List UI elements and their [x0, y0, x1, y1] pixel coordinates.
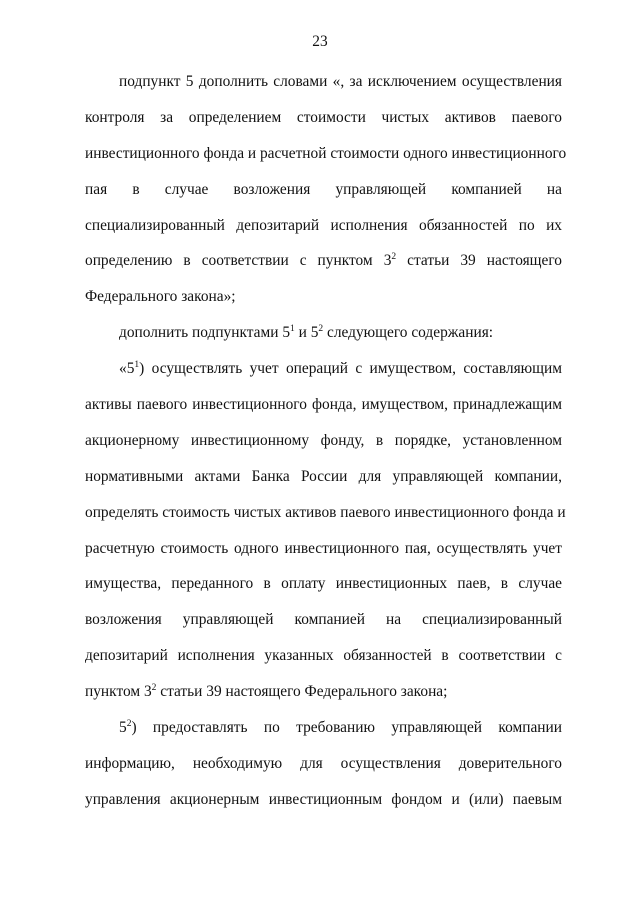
text-line: имущества, переданного в оплату инвестиционных паев, в случае [85, 575, 562, 593]
text-line [85, 243, 562, 279]
text-line: управления акционерным инвестиционным фондом и (или) паевым [85, 790, 562, 808]
superscript: 2 [318, 324, 324, 335]
superscript: 1 [290, 324, 295, 335]
text-line: подпункт 5 дополнить словами «, за исключением осуществления [119, 73, 562, 90]
text-line: информацию, необходимую для осуществления доверительного [85, 754, 562, 772]
text-line: возложения управляющей компанией на специализированный [85, 611, 562, 629]
text-line [85, 315, 562, 351]
text-fragment: и 5 [294, 324, 319, 342]
page-number: 23 [312, 33, 328, 50]
superscript: 1 [134, 360, 140, 371]
text-line [85, 351, 562, 387]
text-fragment: статьи 39 настоящего [396, 252, 562, 270]
text-fragment: ) осуществлять учет операций с имуществом, составляющим [139, 360, 562, 378]
text-line: пая в случае возложения управляющей компанией на [85, 180, 562, 198]
text-fragment: статьи 39 настоящего Федерального закона; [156, 683, 448, 701]
text-fragment: следующего содержания: [323, 324, 494, 342]
text-fragment: пунктом 3 [85, 683, 152, 701]
text-fragment: определению в соответствии с пунктом 3 [85, 252, 392, 270]
text-fragment: 5 [119, 719, 127, 737]
superscript: 2 [126, 719, 132, 730]
text-line [85, 710, 562, 746]
text-line: депозитарий исполнения указанных обязанностей в соответствии с [85, 647, 562, 665]
text-line: инвестиционного фонда и расчетной стоимости одного инвестиционного [85, 144, 567, 162]
text-line: акционерному инвестиционному фонду, в порядке, установленном [85, 431, 562, 449]
text-fragment: ) предоставлять по требованию управляющей компании [131, 719, 562, 737]
superscript: 2 [151, 683, 157, 694]
text-line: расчетную стоимость одного инвестиционного пая, осуществлять учет [85, 539, 562, 557]
superscript: 2 [391, 252, 397, 263]
text-line: определять стоимость чистых активов паевого инвестиционного фонда и [85, 503, 566, 521]
text-line: нормативными актами Банка России для управляющей компании, [85, 467, 562, 485]
text-line [85, 674, 562, 710]
text-fragment: дополнить подпунктами 5 [119, 324, 291, 342]
text-line: активы паевого инвестиционного фонда, имуществом, принадлежащим [85, 396, 562, 414]
text-line: специализированный депозитарий исполнения обязанностей по их [85, 216, 562, 234]
text-fragment: «5 [119, 360, 135, 378]
document-body [85, 64, 567, 818]
text-line: Федерального закона»; [85, 288, 236, 306]
text-line: контроля за определением стоимости чистых активов паевого [85, 108, 562, 126]
